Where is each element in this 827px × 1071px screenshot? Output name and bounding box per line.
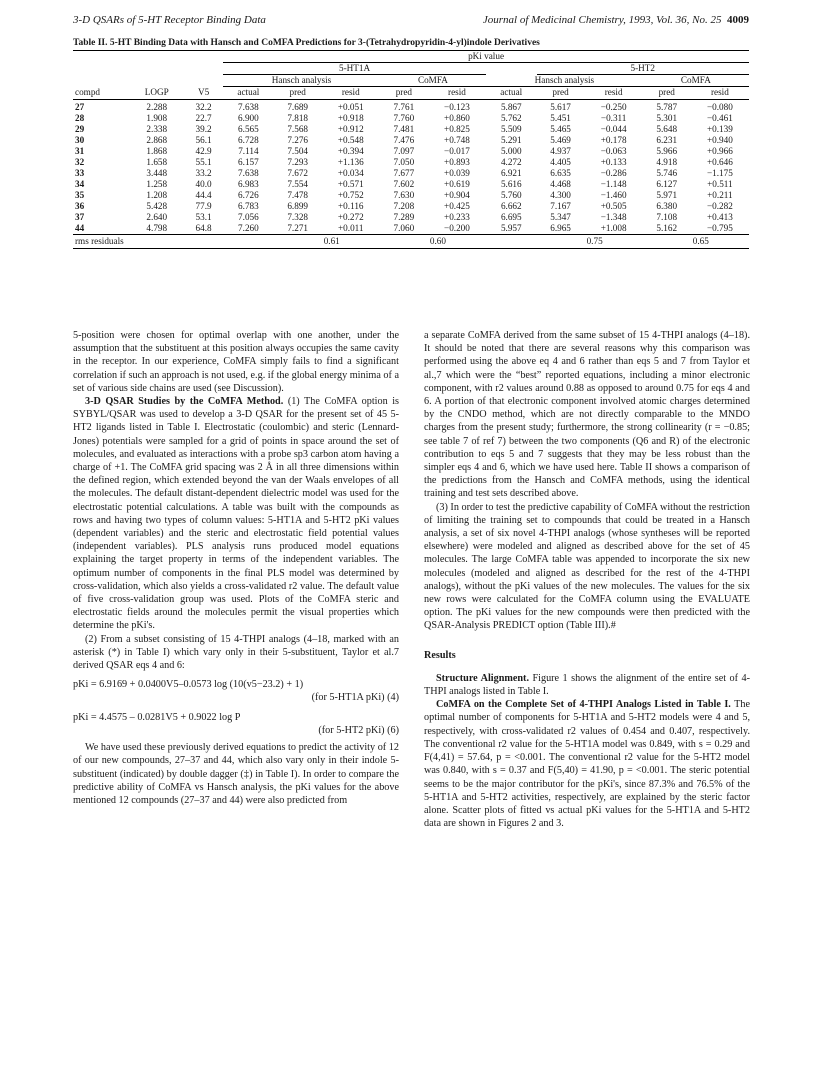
column-header: pred	[274, 87, 322, 100]
compound-id: 30	[75, 135, 85, 145]
table-row	[73, 146, 749, 157]
table-cell: 7.554	[287, 179, 308, 189]
table-cell: −0.250	[600, 102, 627, 112]
table-cell: 5.465	[550, 124, 571, 134]
table-cell: 7.504	[287, 146, 308, 156]
rms-value: 0.60	[428, 235, 486, 249]
table-row	[73, 190, 749, 201]
table-cell: 1.658	[146, 157, 168, 167]
paragraph	[424, 672, 750, 698]
table-cell: 6.899	[287, 201, 308, 211]
table-cell: 5.648	[656, 124, 678, 134]
table-cell: −0.017	[444, 146, 470, 156]
table-cell: 5.469	[550, 135, 571, 145]
page-number: 4009	[727, 14, 749, 26]
subgroup-comfa-1a: CoMFA	[380, 75, 486, 87]
paragraph: (2) From a subset consisting of 15 4-THPI analogs (4–18, marked with an asterisk (*) in Table I) which vary only in their 5-substituent, Taylor et al.7 derived QSAR eqs 4 and 6:	[73, 633, 399, 672]
table-cell: 64.8	[195, 223, 212, 233]
table-cell: 7.602	[393, 179, 415, 189]
paragraph	[73, 395, 399, 633]
table-cell: 6.231	[656, 135, 678, 145]
compound-id: 36	[75, 201, 85, 211]
table-cell: 7.114	[238, 146, 259, 156]
compound-id: 32	[75, 157, 85, 167]
table-cell: 6.783	[238, 201, 259, 211]
table-cell: 5.762	[500, 113, 522, 123]
table-cell: 55.1	[195, 157, 212, 167]
table-cell: 6.380	[656, 201, 678, 211]
table-cell: −0.200	[444, 223, 470, 233]
column-header: pred	[380, 87, 428, 100]
table-cell: +0.011	[338, 223, 364, 233]
table-cell: 4.918	[656, 157, 678, 167]
table-cell: 7.638	[238, 102, 259, 112]
table-cell: +0.748	[444, 135, 470, 145]
table-cell: +0.034	[337, 168, 364, 178]
table-caption: Table II. 5-HT Binding Data with Hansch and CoMFA Predictions for 3-(Tetrahydropyridin-4-yl)indole Derivatives	[73, 38, 540, 48]
table-cell: 6.635	[550, 168, 571, 178]
table-cell: 5.291	[500, 135, 522, 145]
table-cell: 6.983	[238, 179, 259, 189]
table-cell: 5.966	[656, 146, 678, 156]
table-row	[73, 135, 749, 146]
table-row	[73, 100, 749, 114]
rms-value: 0.75	[585, 235, 643, 249]
journal-citation: Journal of Medicinal Chemistry, 1993, Vol. 36, No. 25	[482, 14, 722, 26]
paragraph: (3) In order to test the predictive capability of CoMFA without the restriction of limiting the training set to compounds that could be treated in a Hansch analysis, a set of six novel 4-THPI analogs (whose syntheses will be reported elsewhere) were modeled and aligned as described above for the set of 45 molecules. The large CoMFA table was appended to incorporate the six new molecules (modeled and aligned as described for the rest of the 4-THPI analogs), without the pKi values of the new molecules. The values for the six new rows were calculated for the CoMFA column using the EVALUATE option. The pKi values for the new compounds were then predicted with the QSAR-Analysis PREDICT option (Table III).#	[424, 501, 750, 632]
paragraph-text: Figure 1 shows the alignment of the entire set of 4-THPI analogs listed in Table I.	[424, 672, 751, 698]
binding-data-table	[73, 50, 749, 249]
table-cell: 4.798	[146, 223, 168, 233]
subgroup-hansch-2: Hansch analysis	[486, 75, 643, 87]
paragraph	[424, 698, 750, 830]
compound-id: 35	[75, 190, 85, 200]
table-cell: 6.157	[238, 157, 259, 167]
table-cell: 42.9	[195, 146, 212, 156]
table-cell: 6.695	[500, 212, 522, 222]
equation-6	[73, 711, 399, 724]
compound-id: 33	[75, 168, 85, 178]
group-5ht1a: 5-HT1A	[223, 63, 486, 75]
table-row	[73, 113, 749, 124]
table-cell: 33.2	[195, 168, 212, 178]
column-header: actual	[486, 87, 537, 100]
equation-label: (for 5-HT2 pKi) (6)	[318, 724, 399, 736]
table-cell: +0.139	[706, 124, 733, 134]
table-cell: +0.039	[444, 168, 470, 178]
table-cell: 6.127	[656, 179, 678, 189]
pki-header: pKi value	[223, 51, 749, 63]
table-cell: 7.481	[393, 124, 415, 134]
table-cell: +0.904	[444, 190, 470, 200]
table-cell: 4.405	[550, 157, 571, 167]
table-cell: 2.288	[146, 102, 168, 112]
table-cell: 5.617	[550, 102, 571, 112]
table-cell: 7.060	[393, 223, 415, 233]
table-cell: 2.868	[146, 135, 168, 145]
table-cell: −0.282	[706, 201, 733, 211]
table-cell: −1.348	[600, 212, 627, 222]
compound-id: 28	[75, 113, 85, 123]
table-cell: 7.271	[287, 223, 308, 233]
column-header: resid	[691, 87, 749, 100]
table-cell: −0.044	[600, 124, 627, 134]
table-cell: 6.565	[238, 124, 259, 134]
table-cell: 7.293	[287, 157, 308, 167]
table-cell: +0.646	[706, 157, 733, 167]
table-row	[73, 212, 749, 223]
table-cell: 7.056	[238, 212, 259, 222]
table-cell: 5.451	[550, 113, 571, 123]
section-heading: 3-D QSAR Studies by the CoMFA Method.	[85, 396, 284, 408]
table-cell: −1.175	[706, 168, 733, 178]
table-cell: 2.338	[146, 124, 168, 134]
group-5ht2: 5-HT2	[537, 63, 749, 75]
table-cell: +0.116	[338, 201, 364, 211]
table-cell: 5.428	[146, 201, 168, 211]
column-header: resid	[322, 87, 380, 100]
table-cell: +0.394	[337, 146, 364, 156]
table-cell: 7.208	[393, 201, 415, 211]
table-cell: 7.328	[287, 212, 308, 222]
table-cell: 4.300	[550, 190, 571, 200]
compound-id: 34	[75, 179, 85, 189]
table-cell: 7.630	[393, 190, 415, 200]
table-cell: +0.511	[707, 179, 733, 189]
table-cell: 44.4	[195, 190, 212, 200]
paragraph: 5-position were chosen for optimal overlap with one another, under the assumption that the substituent at this position always occupies the same cavity in the receptor. In our experience, CoMFA simply fails to find a significant correlation if such an approach is not used, e.g. if the global energy minima of a set of various side chains are used (see Discussion).	[73, 330, 399, 394]
table-cell: 1.868	[146, 146, 168, 156]
table-cell: 7.476	[393, 135, 415, 145]
table-cell: +0.548	[337, 135, 364, 145]
table-cell: 1.908	[146, 113, 168, 123]
table-cell: 5.000	[500, 146, 522, 156]
table-cell: 5.787	[656, 102, 678, 112]
table-cell: −0.461	[706, 113, 733, 123]
table-cell: 7.689	[287, 102, 308, 112]
table-cell: 4.937	[550, 146, 571, 156]
table-row	[73, 201, 749, 212]
paragraph-text: (1) The CoMFA option is SYBYL/QSAR was used to develop a 3-D QSAR for the present set of 45 5-HT2 ligands listed in Table I. Electrostatic (coulombic) and steric (Lennard-Jones) potentials were sampled for a grid of points in space around the set of molecules, and evaluated as interactions with a probe sp3 carbon atom having a charge of +1. The CoMFA grid spacing was 2 Å in all three dimensions within the defined region, which extended beyond the van der Waals envelopes of all the molecules. The default distant-dependent dielectric model was used for the electrostatic potential calculations. A table was built with the compounds as rows and having two types of column values: 5-HT1A and 5-HT2 pKi values (dependent variables) and the steric and electrostatic field potential values (independent variables). PLS analysis runs produced model equations explaining the target property in terms of the independent variables. The optimum number of components in the final PLS model was determined by cross-validation, which also yields a cross-validated r2 value. The default value of five cross-validation group was used. Plots of the CoMFA steric and electrostatic fields around the molecules permit the visual properties which determine the pKi's.	[73, 396, 400, 632]
table-row	[73, 168, 749, 179]
table-cell: +0.893	[444, 157, 470, 167]
table-cell: 7.761	[393, 102, 415, 112]
table-cell: 7.276	[287, 135, 308, 145]
table-cell: −0.795	[706, 223, 733, 233]
table-cell: +0.413	[706, 212, 733, 222]
table-cell: +0.825	[444, 124, 470, 134]
table-cell: −1.148	[600, 179, 627, 189]
paragraph-text: The optimal number of components for 5-HT1A and 5-HT2 models were 4 and 5, respectively, with cross-validated r2 values of 0.454 and 0.407, respectively. The conventional r2 value for the 5-HT1A model was 0.849, with s = 0.29 and F(4,41) = 57.64, p = <0.001. The conventional r2 value for the 5-HT2 model was 0.840, with s = 0.37 and F(5,40) = 41.90, p = <0.001. The steric potential seems to be the major contributor for the pKi's, since 87.3% and 76.5% of the 5-HT1A and 5-HT2 activities, respectively, are explained by the steric factor alone. Scatter plots of fitted vs actual pKi values for the 5-HT1A and 5-HT2 data are shown in Figures 2 and 3.	[424, 699, 751, 830]
table-cell: +1.136	[337, 157, 364, 167]
table-cell: 7.108	[656, 212, 678, 222]
table-cell: +0.425	[444, 201, 470, 211]
column-header: pred	[537, 87, 585, 100]
table-cell: 5.616	[500, 179, 522, 189]
table-cell: 7.167	[550, 201, 571, 211]
table-cell: 4.468	[550, 179, 571, 189]
table-cell: −0.063	[600, 146, 627, 156]
column-header: compd	[73, 87, 130, 100]
table-cell: −0.080	[706, 102, 733, 112]
table-cell: +0.912	[337, 124, 364, 134]
table-cell: −0.286	[600, 168, 627, 178]
rms-value: 0.65	[691, 235, 749, 249]
equation-label: (for 5-HT1A pKi) (4)	[311, 692, 399, 704]
table-cell: +0.505	[600, 201, 627, 211]
table-cell: 56.1	[195, 135, 212, 145]
table-cell: 5.867	[500, 102, 522, 112]
table-cell: 1.258	[146, 179, 168, 189]
table-cell: 6.921	[500, 168, 522, 178]
table-cell: 6.965	[550, 223, 571, 233]
compound-id: 37	[75, 212, 85, 222]
equation-4	[73, 678, 399, 691]
table-cell: 40.0	[195, 179, 212, 189]
table-cell: 5.746	[656, 168, 678, 178]
table-cell: +0.860	[444, 113, 470, 123]
table-cell: +0.272	[337, 212, 364, 222]
table-cell: 3.448	[146, 168, 168, 178]
column-header: resid	[428, 87, 486, 100]
table-cell: 53.1	[195, 212, 212, 222]
table-cell: +0.940	[706, 135, 733, 145]
table-cell: 6.662	[500, 201, 522, 211]
table-cell: 7.638	[238, 168, 259, 178]
subgroup-hansch-1a: Hansch analysis	[223, 75, 380, 87]
table-cell: −0.311	[600, 113, 627, 123]
compound-id: 31	[75, 146, 85, 156]
results-heading: Results	[424, 649, 456, 661]
table-cell: +0.619	[444, 179, 470, 189]
table-cell: 5.957	[500, 223, 522, 233]
compound-id: 29	[75, 124, 85, 134]
table-cell: 32.2	[195, 102, 212, 112]
left-column	[73, 329, 399, 807]
table-cell: 5.760	[500, 190, 522, 200]
table-cell: +0.571	[337, 179, 364, 189]
compound-id: 27	[75, 102, 85, 112]
table-cell: 5.509	[500, 124, 522, 134]
table-cell: +0.178	[600, 135, 627, 145]
table-cell: 7.289	[393, 212, 415, 222]
table-cell: 7.568	[287, 124, 308, 134]
equation-text: pKi = 4.4575 – 0.0281V5 + 0.9022 log P	[73, 711, 241, 723]
table-cell: 6.728	[238, 135, 259, 145]
table-cell: 7.260	[238, 223, 259, 233]
running-head-left: 3-D QSARs of 5-HT Receptor Binding Data	[73, 14, 266, 26]
table-cell: 2.640	[146, 212, 168, 222]
right-column	[424, 329, 750, 830]
table-cell: +0.051	[337, 102, 364, 112]
table-row	[73, 157, 749, 168]
table-cell: +1.008	[600, 223, 627, 233]
table-cell: 39.2	[195, 124, 212, 134]
table-cell: 7.672	[287, 168, 308, 178]
table-cell: 5.162	[656, 223, 678, 233]
table-cell: 7.050	[393, 157, 415, 167]
table-cell: 5.347	[550, 212, 571, 222]
table-cell: +0.918	[337, 113, 364, 123]
table-cell: 7.760	[393, 113, 415, 123]
table-row	[73, 124, 749, 135]
table-cell: +0.233	[444, 212, 470, 222]
rms-value: 0.61	[322, 235, 380, 249]
table-cell: +0.966	[706, 146, 733, 156]
table-row	[73, 223, 749, 235]
compound-id: 44	[75, 223, 85, 233]
running-head-right	[483, 14, 749, 26]
rms-label: rms residuals	[73, 235, 322, 249]
table-cell: 7.677	[393, 168, 415, 178]
section-heading: Structure Alignment.	[436, 672, 529, 684]
column-header: pred	[643, 87, 691, 100]
column-header: resid	[585, 87, 643, 100]
paragraph: a separate CoMFA derived from the same subset of 15 4-THPI analogs (4–18). It should be noted that there are several reasons why this comparison was performed using the above eq 4 and 6 rather than eqs 5 and 7 from Taylor et al.,7 which were the “best” reported equations, including a minor electronic component, with r2 values around 0.88 as opposed to around 0.75 for eqs 4 and 6. A portion of that electronic component involved atomic charges determined by the CNDO method, which are not directly comparable to the MNDO charges from the present study; furthermore, the strong collinearity (r = −0.85; see table 7 of ref 7) between the two components (Q6 and R) of the electronic contribution to eqs 5 and 7 suggests that they may be less robust than the simpler eqs 4 and 6, which we have used here. Table II shows a comparison of the predictions from the Hansch and CoMFA methods, using the identical training and test sets described above.	[424, 330, 750, 500]
table-cell: −0.123	[444, 102, 470, 112]
table-cell: 7.097	[393, 146, 415, 156]
column-header: V5	[184, 87, 223, 100]
table-cell: +0.211	[707, 190, 733, 200]
section-heading: CoMFA on the Complete Set of 4-THPI Analogs Listed in Table I.	[436, 699, 731, 711]
table-cell: 5.301	[656, 113, 678, 123]
table-cell: 7.478	[287, 190, 308, 200]
paragraph: We have used these previously derived equations to predict the activity of 12 of our new compounds, 27–37 and 44, which also vary only in their indole 5-substituent (indicated) by double dagger (‡) in Table I). In order to compare the predictive ability of CoMFA vs Hansch analysis, the pKi values for the above mentioned 12 compounds (27–37 and 44) were also predicted from	[73, 742, 399, 806]
table-cell: 6.726	[238, 190, 259, 200]
table-row	[73, 179, 749, 190]
table-cell: +0.133	[600, 157, 627, 167]
column-header: LOGP	[130, 87, 185, 100]
table-cell: 1.208	[146, 190, 168, 200]
table-cell: 22.7	[195, 113, 212, 123]
table-cell: 77.9	[195, 201, 212, 211]
column-header: actual	[223, 87, 274, 100]
subgroup-comfa-2: CoMFA	[643, 75, 749, 87]
table-cell: 7.818	[287, 113, 308, 123]
table-cell: 4.272	[500, 157, 522, 167]
table-cell: +0.752	[337, 190, 364, 200]
table-cell: 5.971	[656, 190, 678, 200]
table-cell: −1.460	[600, 190, 627, 200]
equation-text: pKi = 6.9169 + 0.0400V5–0.0573 log (10(v5−23.2) + 1)	[73, 679, 304, 691]
table-cell: 6.900	[238, 113, 259, 123]
